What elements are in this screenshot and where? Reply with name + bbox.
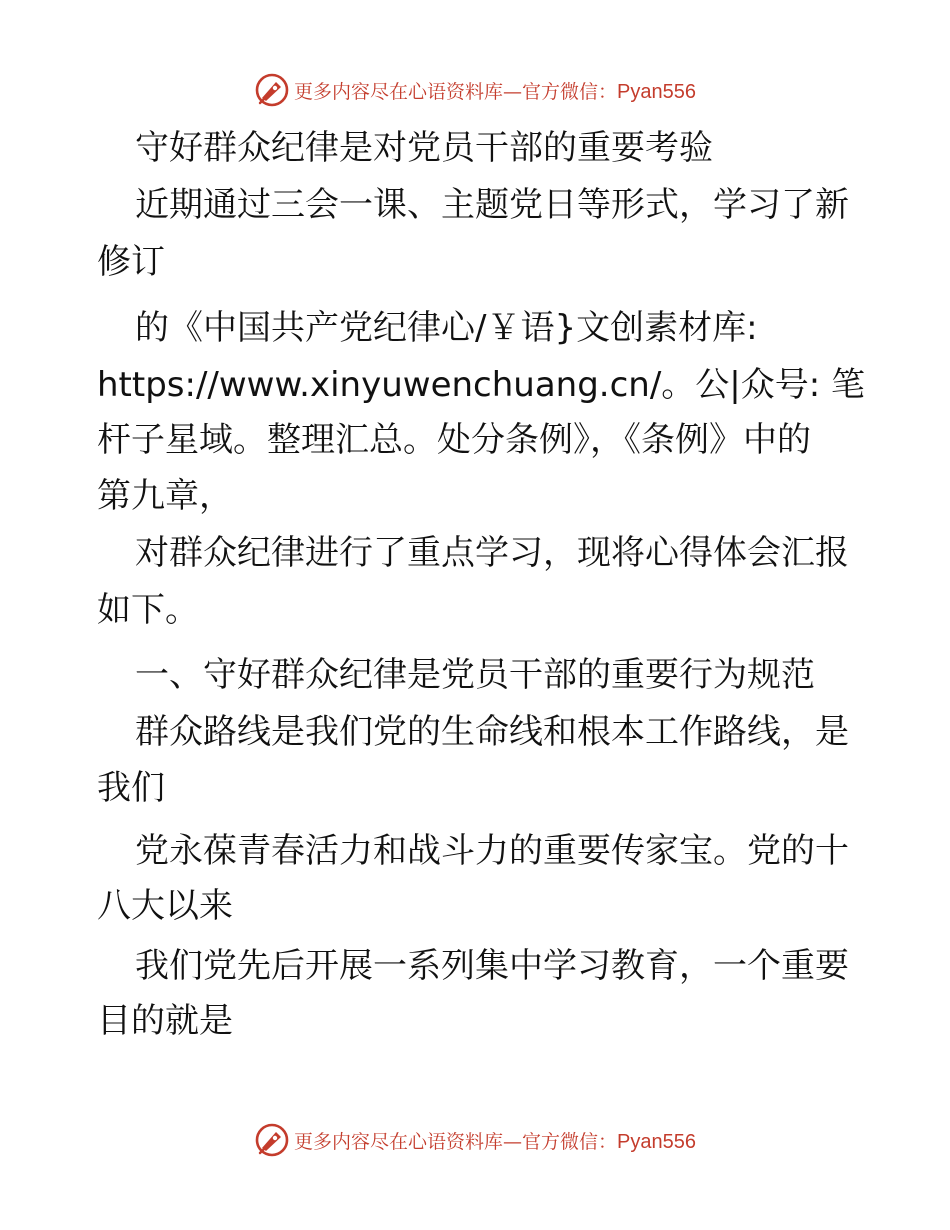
pen-nib-icon: [254, 72, 290, 108]
text-line: 修订: [97, 242, 165, 282]
text-line: 近期通过三会一课、主题党日等形式，学习了新: [135, 185, 849, 225]
footer-watermark-banner: [0, 1120, 950, 1160]
text-line: https://www.xinyuwenchuang.cn/。公|众号: 笔: [97, 365, 866, 405]
text-line: 党永葆青春活力和战斗力的重要传家宝。党的十: [135, 831, 849, 871]
banner-text-latin: Pyan556: [617, 1130, 696, 1153]
banner-text: [294, 1127, 696, 1154]
text-line: 的《中国共产党纪律心/￥语}文创素材库:: [135, 308, 758, 348]
banner-text-latin: Pyan556: [617, 80, 696, 103]
text-line: 一、守好群众纪律是党员干部的重要行为规范: [135, 655, 815, 695]
text-line: 目的就是: [97, 1001, 233, 1041]
text-line: 第九章，: [97, 476, 233, 516]
text-line: 群众路线是我们党的生命线和根本工作路线，是: [135, 712, 849, 752]
text-line: 杆子星域。整理汇总。处分条例》，《条例》中的: [97, 420, 811, 460]
banner-text-cn: 更多内容尽在心语资料库—官方微信：: [294, 1130, 618, 1153]
text-line: 如下。: [97, 590, 199, 630]
text-line: 我们党先后开展一系列集中学习教育，一个重要: [135, 946, 849, 986]
header-watermark-banner: [0, 70, 950, 110]
text-line: 八大以来: [97, 886, 233, 926]
text-line: 我们: [97, 768, 165, 808]
text-line: 对群众纪律进行了重点学习，现将心得体会汇报: [135, 533, 849, 573]
pen-nib-icon: [254, 1122, 290, 1158]
banner-text-cn: 更多内容尽在心语资料库—官方微信：: [294, 80, 618, 103]
banner-text: [294, 77, 696, 104]
text-line: 守好群众纪律是对党员干部的重要考验: [135, 128, 713, 168]
